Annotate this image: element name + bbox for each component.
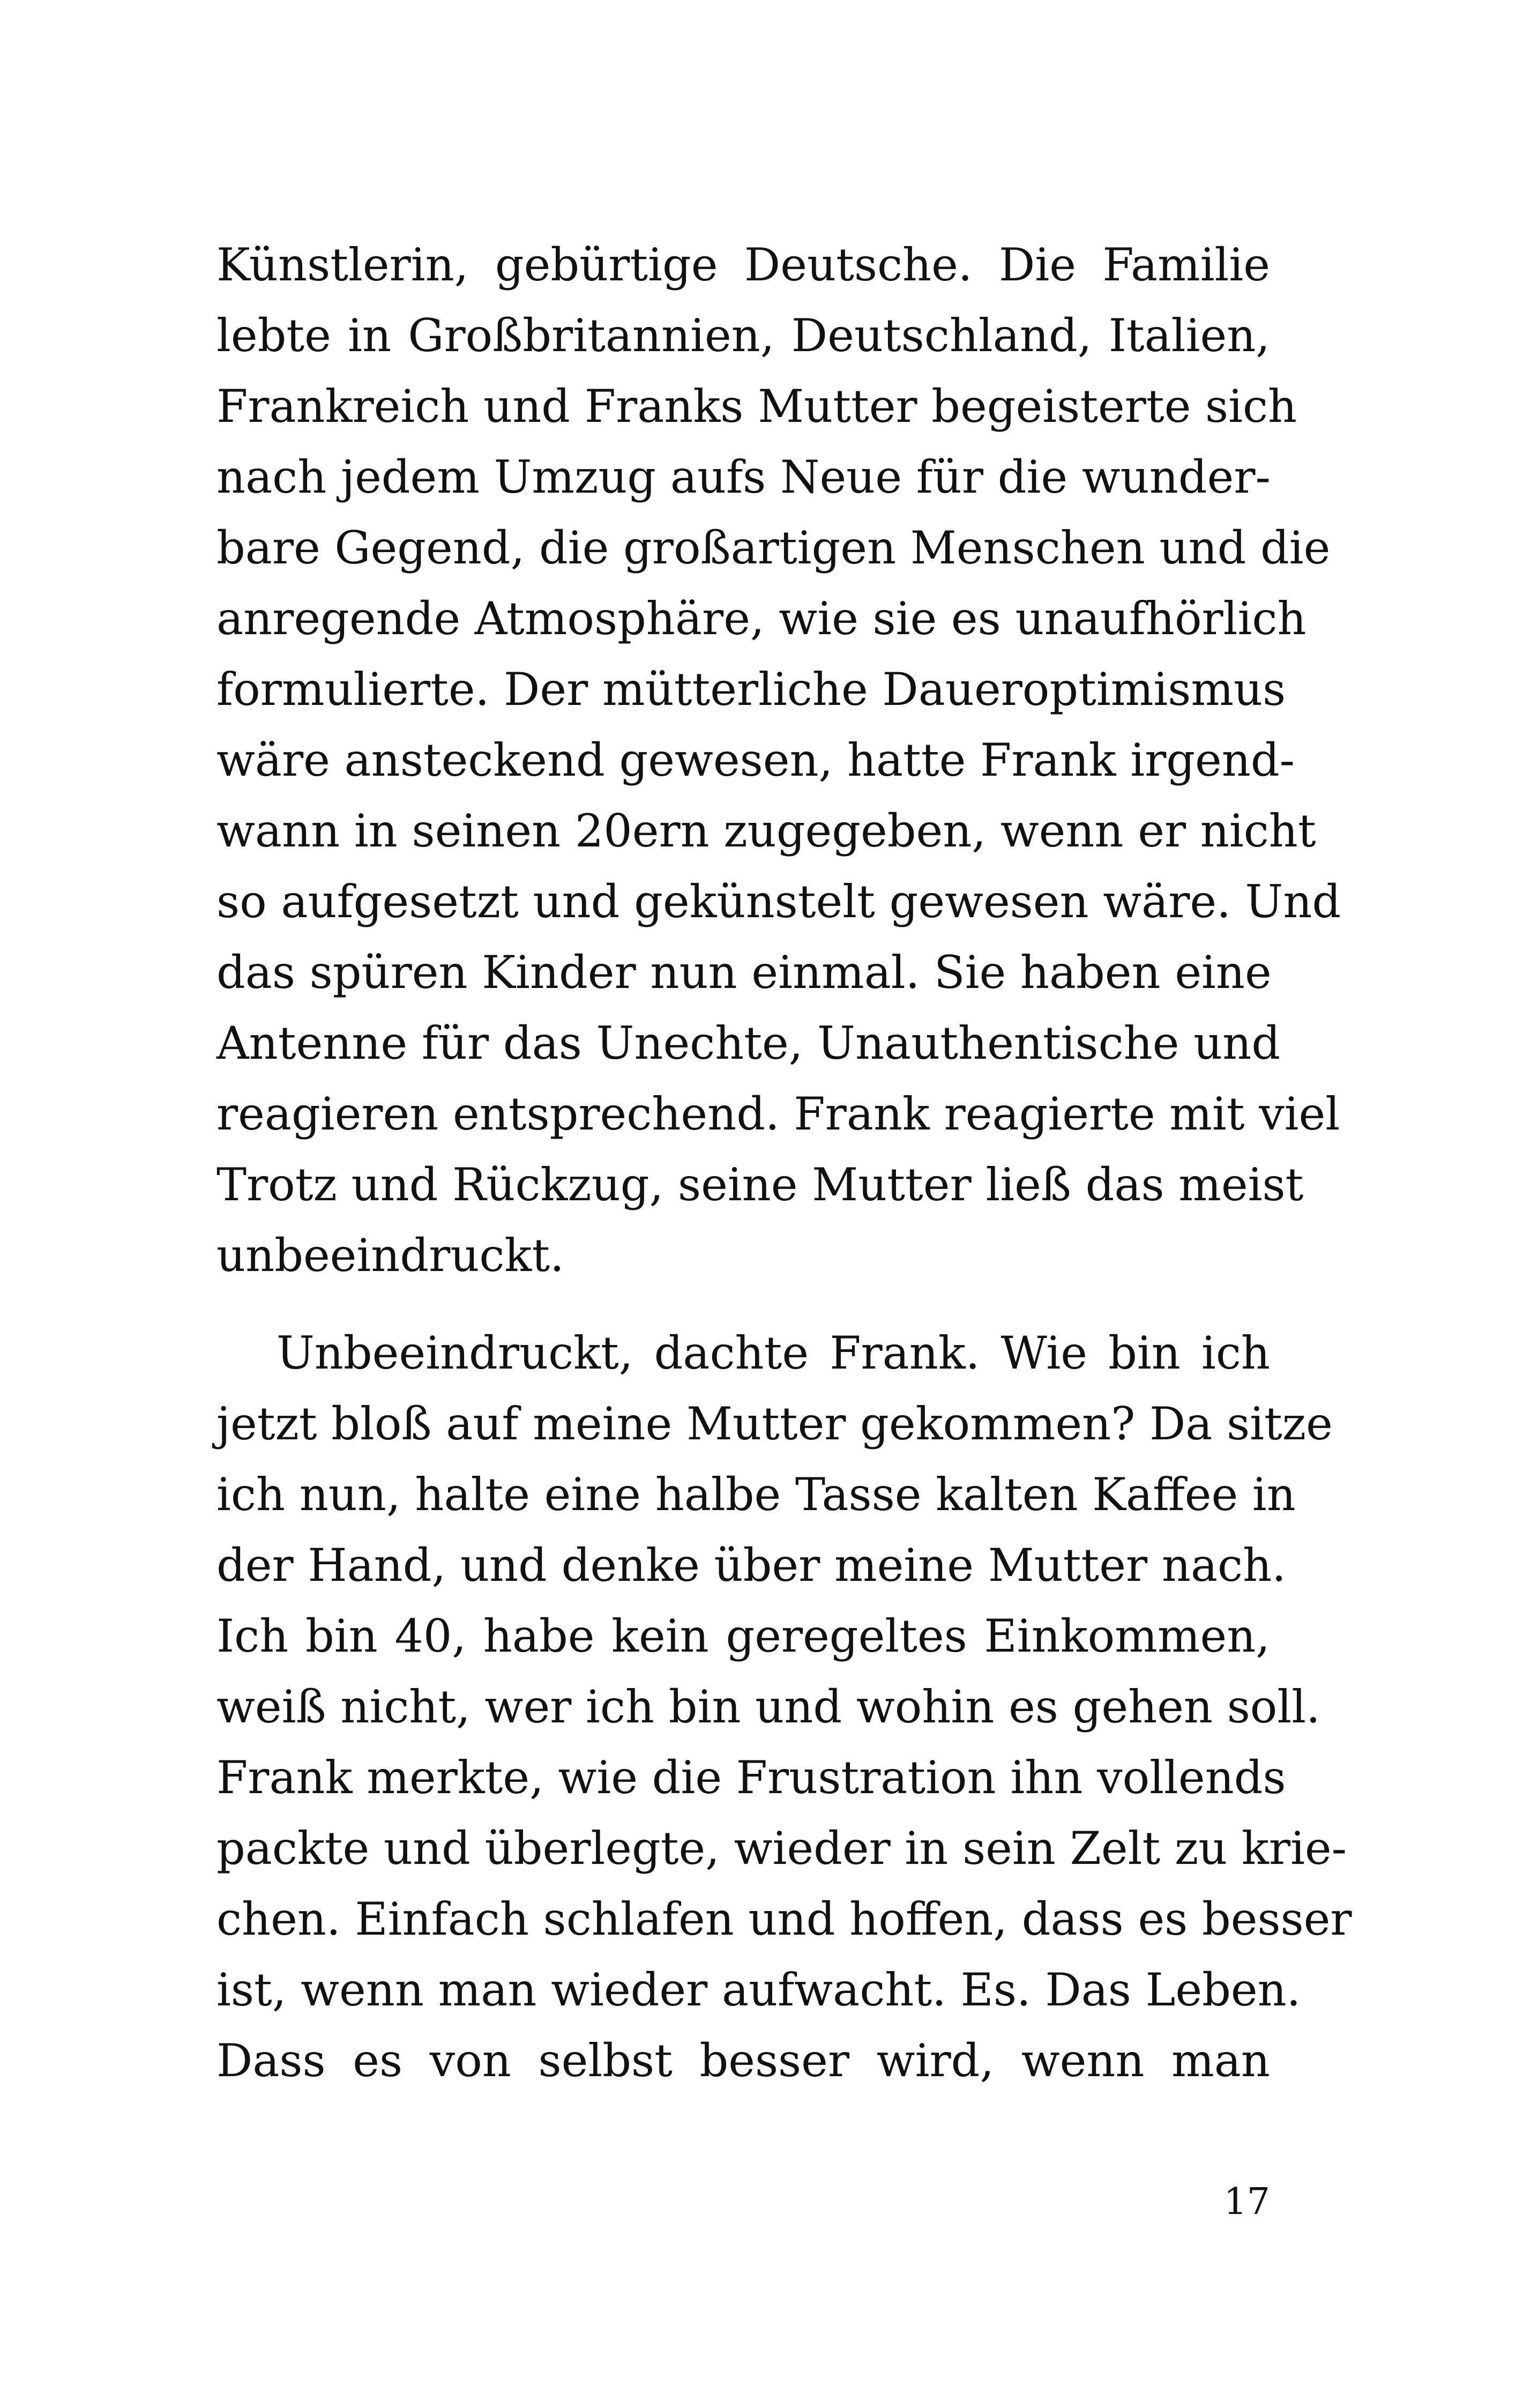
text-line: so aufgesetzt und gekünstelt gewesen wäre. Und [216, 875, 1341, 928]
text-line: Künstlerin, gebürtige Deutsche. Die Familie [216, 239, 1270, 291]
paragraph-2 [216, 1318, 1352, 2096]
text-line: der Hand, und denke über meine Mutter nach. [216, 1539, 1286, 1592]
text-line: Ich bin 40, habe kein geregeltes Einkommen, [216, 1610, 1270, 1662]
text-line: jetzt bloß auf meine Mutter gekommen? Da sitze [216, 1398, 1333, 1450]
text-line: packte und überlegte, wieder in sein Zelt zu krie- [216, 1822, 1347, 1875]
text-line: Trotz und Rückzug, seine Mutter ließ das meist [216, 1158, 1304, 1211]
text-line: Frankreich und Franks Mutter begeisterte sich [216, 380, 1297, 433]
text-line: unbeeindruckt. [216, 1229, 564, 1282]
body-text [216, 229, 1352, 2096]
text-line: wäre ansteckend gewesen, hatte Frank irgend- [216, 734, 1295, 786]
text-line: ist, wenn man wieder aufwacht. Es. Das Leben. [216, 1964, 1301, 2016]
text-line: ich nun, halte eine halbe Tasse kalten Kaffee in [216, 1468, 1296, 1521]
page-number: 17 [1223, 2181, 1270, 2223]
text-line: formulierte. Der mütterliche Daueroptimismus [216, 663, 1286, 716]
text-line: weiß nicht, wer ich bin und wohin es gehen soll. [216, 1681, 1320, 1733]
text-line: chen. Einfach schlafen und hoffen, dass es besser [216, 1893, 1352, 1945]
paragraph-gap [216, 1291, 1270, 1318]
text-line: das spüren Kinder nun einmal. Sie haben eine [216, 946, 1272, 999]
text-line: wann in seinen 20ern zugegeben, wenn er nicht [216, 805, 1316, 857]
text-line: reagieren entsprechend. Frank reagierte mit viel [216, 1088, 1340, 1140]
text-line: Frank merkte, wie die Frustration ihn vollends [216, 1751, 1286, 1804]
text-line: Dass es von selbst besser wird, wenn man [216, 2034, 1270, 2087]
paragraph-1 [216, 229, 1341, 1291]
text-line: Antenne für das Unechte, Unauthentische und [216, 1017, 1281, 1069]
text-line: Unbeeindruckt, dachte Frank. Wie bin ich [277, 1327, 1270, 1379]
text-line: nach jedem Umzug aufs Neue für die wunder- [216, 451, 1271, 503]
text-line: bare Gegend, die großartigen Menschen und die [216, 522, 1331, 574]
text-line: lebte in Großbritannien, Deutschland, Italien, [216, 309, 1270, 362]
text-line: anregende Atmosphäre, wie sie es unaufhörlich [216, 592, 1307, 645]
